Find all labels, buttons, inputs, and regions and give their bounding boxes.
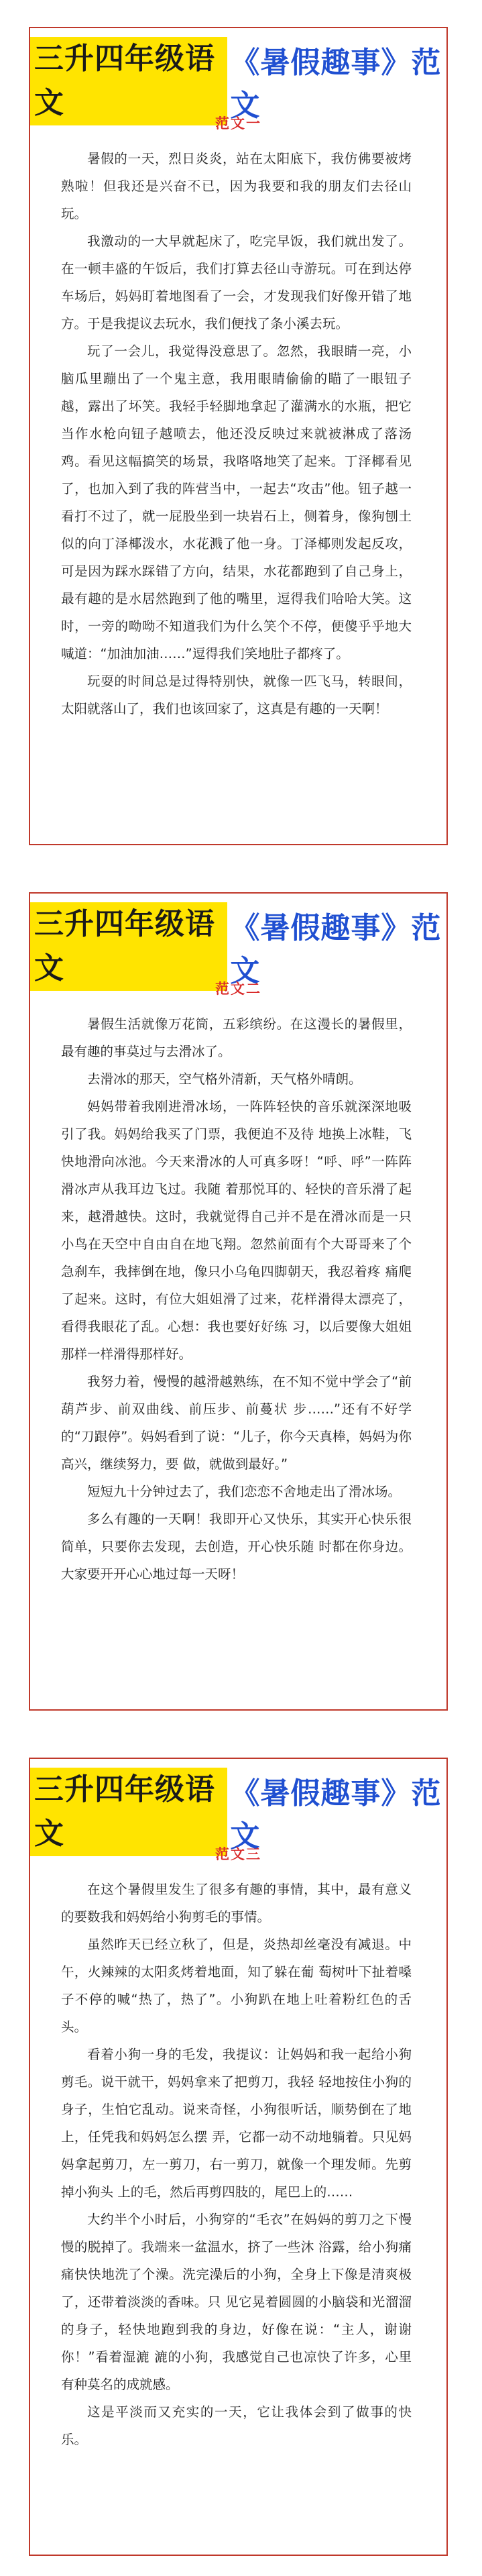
title-highlight: 三升四年级语文: [30, 1768, 227, 1856]
essay-card-1: [29, 27, 448, 845]
essay-body: [30, 1876, 446, 2453]
paragraph: 玩了一会儿，我觉得没意思了。忽然，我眼睛一亮，小脑瓜里蹦出了一个鬼主意，我用眼睛偷偷的瞄了一眼钮子越，露出了坏笑。我轻手轻脚地拿起了灌满水的水瓶，把它当作水枪向钮子越喷去，他还没反映过来就被淋成了落汤鸡。看见这幅搞笑的场景，我咯咯地笑了起来。丁泽椰看见了，也加入到了我的阵营当中，一起去“攻击”他。钮子越一看打不过了，就一屁股坐到一块岩石上，侧着身，像狗刨土似的向丁泽椰泼水，水花溅了他一身。丁泽椰则发起反攻，可是因为踩水踩错了方向，结果，水花都跑到了自己身上，最有趣的是水居然跑到了他的嘴里，逗得我们哈哈大笑。这时，一旁的呦呦不知道我们为什么笑个不停，便傻乎乎地大喊道：“加油加油……”逗得我们笑地肚子都疼了。: [61, 343, 412, 661]
essay-subtitle: 范文二: [215, 981, 261, 997]
title-rest: 《暑假趣事》范文: [230, 46, 442, 123]
title-rest: 《暑假趣事》范文: [230, 911, 442, 988]
essay-card-3: [29, 1758, 448, 2556]
paragraph: 短短九十分钟过去了，我们恋恋不舍地走出了滑冰场。: [87, 1484, 402, 1499]
paragraph: 虽然昨天已经立秋了，但是，炎热却丝毫没有减退。中午，火辣辣的太阳炙烤着地面，知了躲在葡 萄树叶下扯着嗓子不停的喊“热了，热了”。小狗趴在地上吐着粉红色的舌头。: [61, 1937, 412, 2035]
essay-subtitle: 范文一: [215, 115, 261, 131]
paragraph: 暑假生活就像万花筒，五彩缤纷。在这漫长的暑假里，最有趣的事莫过与去滑冰了。: [61, 1016, 412, 1059]
paragraph: 我努力着，慢慢的越滑越熟练，在不知不觉中学会了“前葫芦步、前双曲线、前压步、前蔓状 步……”还有不好学的“刀跟停”。妈妈看到了说：“儿子，你今天真棒，妈妈为你高兴，继续努力，要 做，就做到最好。”: [61, 1374, 412, 1472]
paragraph: 大约半个小时后，小狗穿的“毛衣”在妈妈的剪刀之下慢慢的脱掉了。我端来一盆温水，挤了一些沐 浴露，给小狗痛痛快快地洗了个澡。洗完澡后的小狗，全身上下像是清爽极了，还带着淡淡的香味。只 见它晃着圆圆的小脑袋和光溜溜的身子，轻快地跑到我的身边，好像在说：“主人，谢谢你！”看着湿漉 漉的小狗，我感觉自己也凉快了许多，心里有种莫名的成就感。: [61, 2212, 412, 2392]
paragraph: 看着小狗一身的毛发，我提议：让妈妈和我一起给小狗剪毛。说干就干，妈妈拿来了把剪刀，我轻 轻地按住小狗的身子，生怕它乱动。说来奇怪，小狗很听话，顺势倒在了地上，任凭我和妈妈怎么摆 弄，它都一动不动地躺着。只见妈妈拿起剪刀，左一剪刀，右一剪刀，就像一个理发师。先剪掉小狗头 上的毛，然后再剪四肢的，尾巴上的……: [61, 2047, 412, 2200]
title-highlight: 三升四年级语文: [30, 37, 227, 125]
title-highlight: 三升四年级语文: [30, 902, 227, 991]
paragraph: 暑假的一天，烈日炎炎，站在太阳底下，我仿佛要被烤熟啦！但我还是兴奋不已，因为我要和我的朋友们去径山玩。: [61, 151, 412, 221]
essay-subtitle: 范文三: [215, 1846, 261, 1862]
essay-body: [30, 145, 446, 722]
paragraph: 在这个暑假里发生了很多有趣的事情，其中，最有意义的要数我和妈妈给小狗剪毛的事情。: [61, 1882, 412, 1925]
paragraph: 多么有趣的一天啊！我即开心又快乐，其实开心快乐很简单，只要你去发现，去创造，开心快乐随 时都在你身边。大家要开开心心地过每一天呀！: [61, 1511, 412, 1582]
paragraph: 妈妈带着我刚进滑冰场，一阵阵轻快的音乐就深深地吸引了我。妈妈给我买了门票，我便迫不及待 地换上冰鞋，飞快地滑向冰池。今天来滑冰的人可真多呀！“呼、呼”一阵阵滑冰声从我耳边飞过。我随 着那悦耳的、轻快的音乐滑了起来，越滑越快。这时，我就觉得自己并不是在滑冰而是一只小鸟在天空中自由自在地飞翔。忽然前面有个大哥哥来了个急刹车，我摔倒在地，像只小乌龟四脚朝天，我忍着疼 痛爬了起来。这时，有位大姐姐滑了过来，花样滑得太漂亮了，看得我眼花了乱。心想：我也要好好练 习，以后要像大姐姐那样一样滑得那样好。: [61, 1099, 412, 1362]
paragraph: 玩耍的时间总是过得特别快，就像一匹飞马，转眼间，太阳就落山了，我们也该回家了，这真是有趣的一天啊！: [61, 674, 412, 716]
title-rest: 《暑假趣事》范文: [230, 1776, 442, 1854]
essay-title: [30, 907, 446, 988]
essay-body: [30, 1010, 446, 1588]
essay-card-2: [29, 892, 448, 1711]
paragraph: 这是平淡而又充实的一天，它让我体会到了做事的快乐。: [61, 2404, 412, 2447]
paragraph: 我激动的一大早就起床了，吃完早饭，我们就出发了。在一顿丰盛的午饭后，我们打算去径山寺游玩。可在到达停车场后，妈妈盯着地图看了一会，才发现我们好像开错了地方。于是我提议去玩水，我们便找了条小溪去玩。: [61, 233, 412, 331]
paragraph: 去滑冰的那天，空气格外清新，天气格外晴朗。: [87, 1071, 362, 1087]
